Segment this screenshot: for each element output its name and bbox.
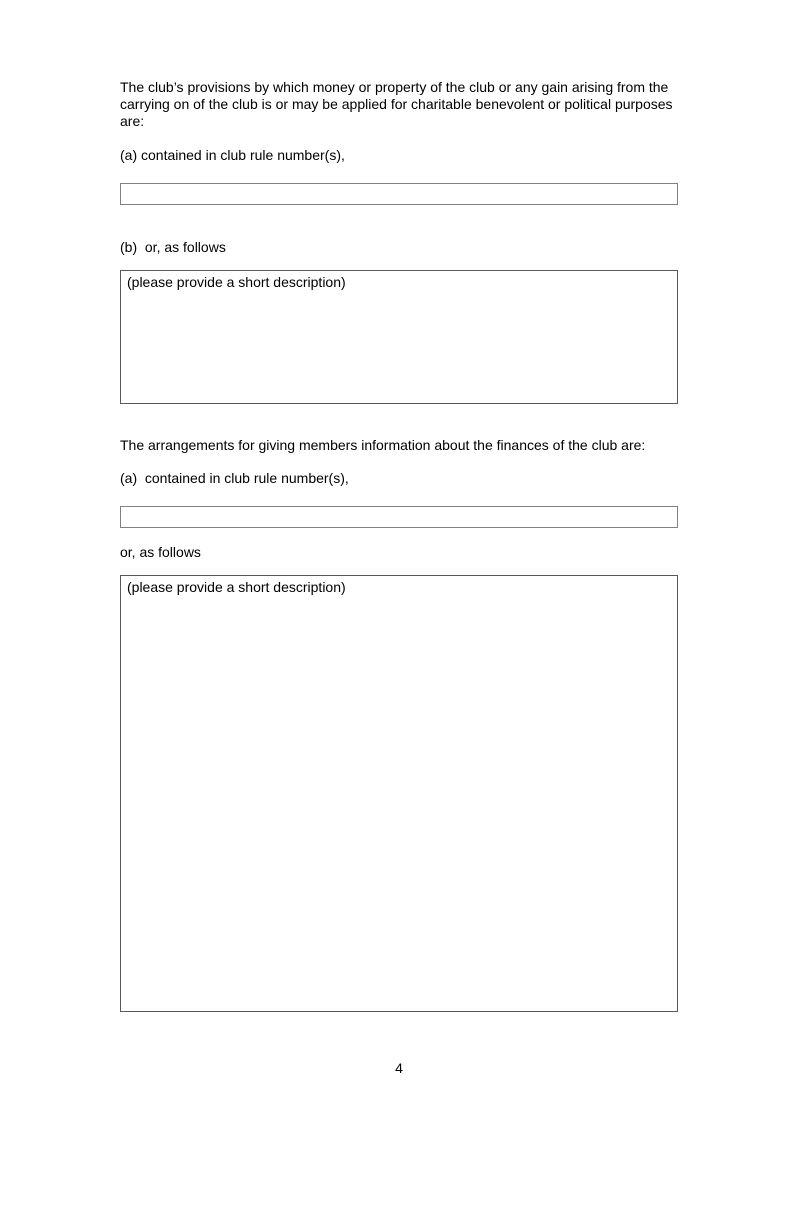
finances-or-label: or, as follows <box>120 544 201 560</box>
finances-description-textarea[interactable] <box>120 575 678 1012</box>
finances-rule-numbers-input[interactable] <box>120 506 678 528</box>
page-number: 4 <box>395 1060 403 1076</box>
document-page <box>0 79 800 1209</box>
charitable-purposes-intro: The club’s provisions by which money or property of the club or any gain arising from the carrying on of the club is or may be applied for charitable benevolent or political purposes are: <box>120 79 677 129</box>
charitable-rule-numbers-input[interactable] <box>120 183 678 205</box>
finances-intro: The arrangements for giving members information about the finances of the club are: <box>120 437 646 453</box>
charitable-option-a-label: (a) contained in club rule number(s), <box>120 147 345 163</box>
charitable-description-textarea[interactable] <box>120 270 678 404</box>
form-content <box>120 79 678 1077</box>
finances-option-a-label: (a) contained in club rule number(s), <box>120 470 349 486</box>
charitable-option-b-label: (b) or, as follows <box>120 239 226 255</box>
